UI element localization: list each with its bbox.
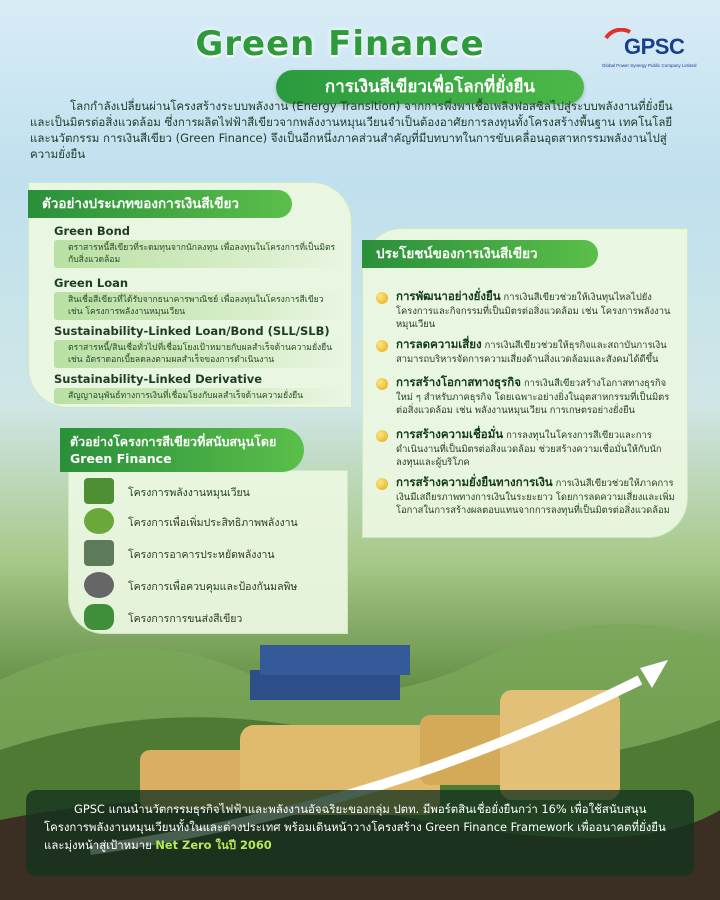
page-subtitle: การเงินสีเขียวเพื่อโลกที่ยั่งยืน bbox=[276, 70, 584, 104]
benefit-title: การสร้างความยั่งยืนทางการเงิน bbox=[396, 475, 553, 489]
building-icon bbox=[84, 540, 114, 566]
type-desc: สินเชื่อสีเขียวที่ได้รับจากธนาคารพาณิชย์ เพื่อลงทุนในโครงการสีเขียว เช่น โครงการพลังงานหมุนเวียน bbox=[54, 292, 344, 320]
project-label: โครงการอาคารประหยัดพลังงาน bbox=[128, 549, 275, 561]
type-desc: ตราสารหนี้/สินเชื่อทั่วไปที่เชื่อมโยงเป้าหมายกับผลสำเร็จด้านความยั่งยืน เช่น อัตราดอกเบี้ยลดลงตามผลสำเร็จของการดำเนินงาน bbox=[54, 340, 344, 368]
type-desc: สัญญาอนุพันธ์ทางการเงินที่เชื่อมโยงกับผลสำเร็จด้านความยั่งยืน bbox=[54, 388, 344, 404]
benefit-desc: การเงินสีเขียวช่วยให้ภาคการเงินมีเสถียรภาพทางการเงินในระยะยาว โดยการลดความเสี่ยงและเพิ่มโอกาสในการสร้างผลตอบแทนจากการลงทุนที่เป็นมิตรต่อสิ่งแวดล้อม bbox=[396, 478, 675, 516]
renewable-icon bbox=[84, 478, 114, 504]
coin-bullet-icon bbox=[376, 478, 388, 490]
coin-bullet-icon bbox=[376, 340, 388, 352]
project-item bbox=[84, 604, 334, 630]
project-label: โครงการการขนส่งสีเขียว bbox=[128, 613, 243, 625]
logo-subtext: Global Power Synergy Public Company Limited bbox=[602, 63, 697, 68]
coin-bullet-icon bbox=[376, 378, 388, 390]
benefit-title: การพัฒนาอย่างยั่งยืน bbox=[396, 289, 501, 303]
type-title: Sustainability-Linked Derivative bbox=[54, 372, 263, 386]
types-heading: ตัวอย่างประเภทของการเงินสีเขียว bbox=[28, 190, 292, 218]
pollution-warning-icon bbox=[84, 572, 114, 598]
project-item bbox=[84, 508, 334, 534]
benefit-desc: การเงินสีเขียวสร้างโอกาสทางธุรกิจใหม่ ๆ สำหรับภาคธุรกิจ โดยเฉพาะอย่างยิ่งในอุตสาหกรรมที่เป็นมิตรต่อสิ่งแวดล้อม เช่น พลังงานหมุนเวียน การเกษตรอย่างยั่งยืน bbox=[396, 378, 670, 416]
footer-text bbox=[44, 800, 684, 854]
logo-text: GPSC bbox=[624, 34, 685, 59]
net-zero-target: Net Zero ในปี 2060 bbox=[155, 838, 272, 852]
benefit-title: การลดความเสี่ยง bbox=[396, 337, 482, 351]
project-label: โครงการเพื่อเพิ่มประสิทธิภาพพลังงาน bbox=[128, 517, 298, 529]
benefit-desc: การเงินสีเขียวช่วยให้ธุรกิจและสถาบันการเงินสามารถบริหารจัดการความเสี่ยงด้านสิ่งแวดล้อมและสังคมได้ดีขึ้น bbox=[396, 340, 667, 365]
projects-heading: ตัวอย่างโครงการสีเขียวที่สนับสนุนโดย Green Finance bbox=[60, 428, 304, 472]
project-item bbox=[84, 540, 334, 566]
efficiency-gear-icon bbox=[84, 508, 114, 534]
project-item bbox=[84, 478, 334, 504]
project-label: โครงการพลังงานหมุนเวียน bbox=[128, 487, 250, 499]
benefit-title: การสร้างความเชื่อมั่น bbox=[396, 427, 504, 441]
benefit-desc: การเงินสีเขียวช่วยให้เงินทุนไหลไปยังโครงการและกิจกรรมที่เป็นมิตรต่อสิ่งแวดล้อม เช่น โครงการพลังงานหมุนเวียน bbox=[396, 292, 671, 330]
benefits-heading: ประโยชน์ของการเงินสีเขียว bbox=[362, 240, 598, 268]
green-car-icon bbox=[84, 604, 114, 630]
coin-bullet-icon bbox=[376, 292, 388, 304]
coin-bullet-icon bbox=[376, 430, 388, 442]
intro-paragraph: โลกกำลังเปลี่ยนผ่านโครงสร้างระบบพลังงาน (Energy Transition) จากการพึ่งพาเชื้อเพลิงฟอสซิลไปสู่ระบบพลังงานที่ยั่งยืนและเป็นมิตรต่อสิ่งแวดล้อม ซึ่งการผลิตไฟฟ้าสีเขียวจากพลังงานหมุนเวียนจำเป็นต้องอาศัยการลงทุนทั้งโครงสร้างพื้นฐาน เทคโนโลยี และนวัตกรรม การเงินสีเขียว (Green Finance) จึงเป็นอีกหนึ่งภาคส่วนสำคัญที่มีบทบาทในการขับเคลื่อนอุตสาหกรรมพลังงานไปสู่ความยั่งยืน bbox=[30, 99, 673, 161]
page-title: Green Finance bbox=[195, 24, 485, 64]
project-item bbox=[84, 572, 334, 598]
type-title: Green Loan bbox=[54, 276, 129, 290]
type-title: Sustainability-Linked Loan/Bond (SLL/SLB) bbox=[54, 324, 330, 338]
type-title: Green Bond bbox=[54, 224, 130, 238]
footer-body: GPSC แกนนำนวัตกรรมธุรกิจไฟฟ้าและพลังงานอัจฉริยะของกลุ่ม ปตท. มีพอร์ตสินเชื่อยั่งยืนกว่า 16% เพื่อใช้สนับสนุนโครงการพลังงานหมุนเวียนทั้งในและต่างประเทศ พร้อมเดินหน้าวางโครงสร้าง Green Finance Framework เพื่ออนาคตที่ยั่งยืน และมุ่งหน้าสู่เป้าหมาย bbox=[44, 802, 666, 852]
type-desc: ตราสารหนี้สีเขียวที่ระดมทุนจากนักลงทุน เพื่อลงทุนในโครงการที่เป็นมิตรกับสิ่งแวดล้อม bbox=[54, 240, 344, 268]
project-label: โครงการเพื่อควบคุมและป้องกันมลพิษ bbox=[128, 581, 298, 593]
benefit-title: การสร้างโอกาสทางธุรกิจ bbox=[396, 375, 521, 389]
benefit-desc: การลงทุนในโครงการสีเขียวและการดำเนินงานที่เป็นมิตรต่อสิ่งแวดล้อม ช่วยสร้างความเชื่อมั่นให้กับนักลงทุนและผู้บริโภค bbox=[396, 430, 662, 468]
